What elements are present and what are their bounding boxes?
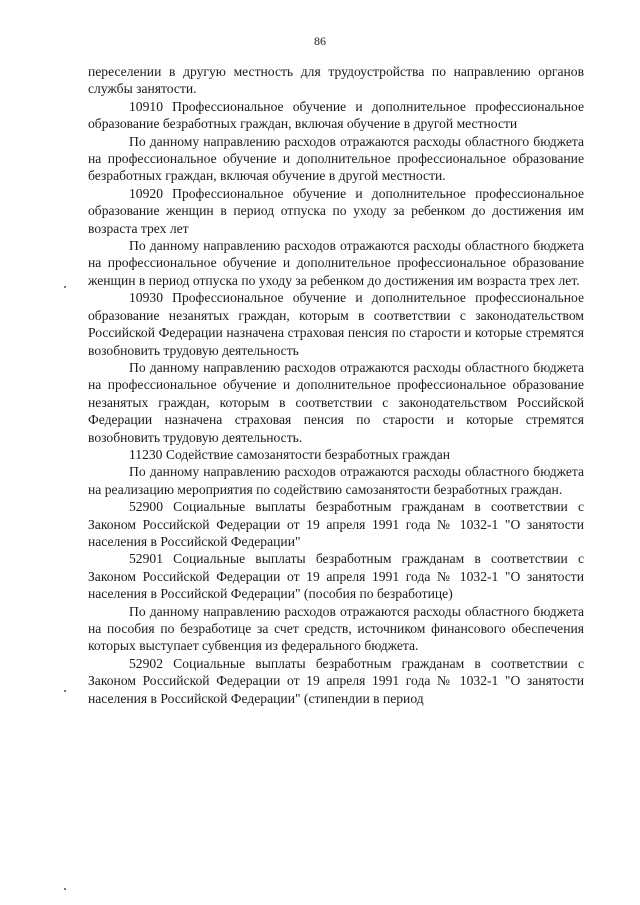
scan-speck (64, 286, 66, 288)
paragraph: По данному направлению расходов отражаются расходы областного бюджета на профессиональное обучение и дополнительное профессиональное образование незанятых граждан, которым в соответствии с законодательством Российской Федерации назначена страховая пенсия по старости и которые стремятся возобновить трудовую деятельность. (88, 359, 584, 445)
paragraph: По данному направлению расходов отражаются расходы областного бюджета на реализацию мероприятия по содействию самозанятости безработных граждан. (88, 464, 584, 497)
paragraph: 10910 Профессиональное обучение и дополнительное профессиональное образование безработных граждан, включая обучение в другой местности (88, 98, 584, 132)
paragraph: переселении в другую местность для трудоустройства по направлению органов службы занятости. (88, 64, 584, 97)
scan-speck (64, 888, 66, 890)
paragraph: 10930 Профессиональное обучение и дополнительное профессиональное образование незанятых граждан, которым в соответствии с законодательством Российской Федерации назначена страховая пенсия по старости и которые стремятся возобновить трудовую деятельность (88, 290, 584, 358)
paragraph: 10920 Профессиональное обучение и дополнительное профессиональное образование женщин в период отпуска по уходу за ребенком до достижения им возраста трех лет (88, 185, 584, 236)
scan-speck (64, 690, 66, 692)
page-number: 86 (314, 34, 326, 48)
paragraph: 11230 Содействие самозанятости безработных граждан (129, 446, 451, 462)
paragraph: По данному направлению расходов отражаются расходы областного бюджета на пособия по безработице за счет средств, источником финансового обеспечения которых выступает субвенция из федерального бюджета. (88, 603, 584, 654)
paragraph: 52900 Социальные выплаты безработным гражданам в соответствии с Законом Российской Федерации от 19 апреля 1991 года № 1032-1 "О занятости населения в Российской Федерации" (88, 499, 584, 549)
paragraph: 52901 Социальные выплаты безработным гражданам в соответствии с Законом Российской Федерации от 19 апреля 1991 года № 1032-1 "О занятости населения в Российской Федерации" (пособия по безработице) (88, 551, 584, 602)
paragraph: 52902 Социальные выплаты безработным гражданам в соответствии с Законом Российской Федерации от 19 апреля 1991 года № 1032-1 "О занятости населения в Российской Федерации" (стипендии в период (88, 655, 584, 706)
paragraph: По данному направлению расходов отражаются расходы областного бюджета на профессиональное обучение и дополнительное профессиональное образование женщин в период отпуска по уходу за ребенком до достижения им возраста трех лет. (88, 238, 584, 288)
paragraph: По данному направлению расходов отражаются расходы областного бюджета на профессиональное обучение и дополнительное профессиональное образование безработных граждан, включая обучение в другой местности. (88, 133, 584, 184)
document-body (88, 63, 584, 707)
